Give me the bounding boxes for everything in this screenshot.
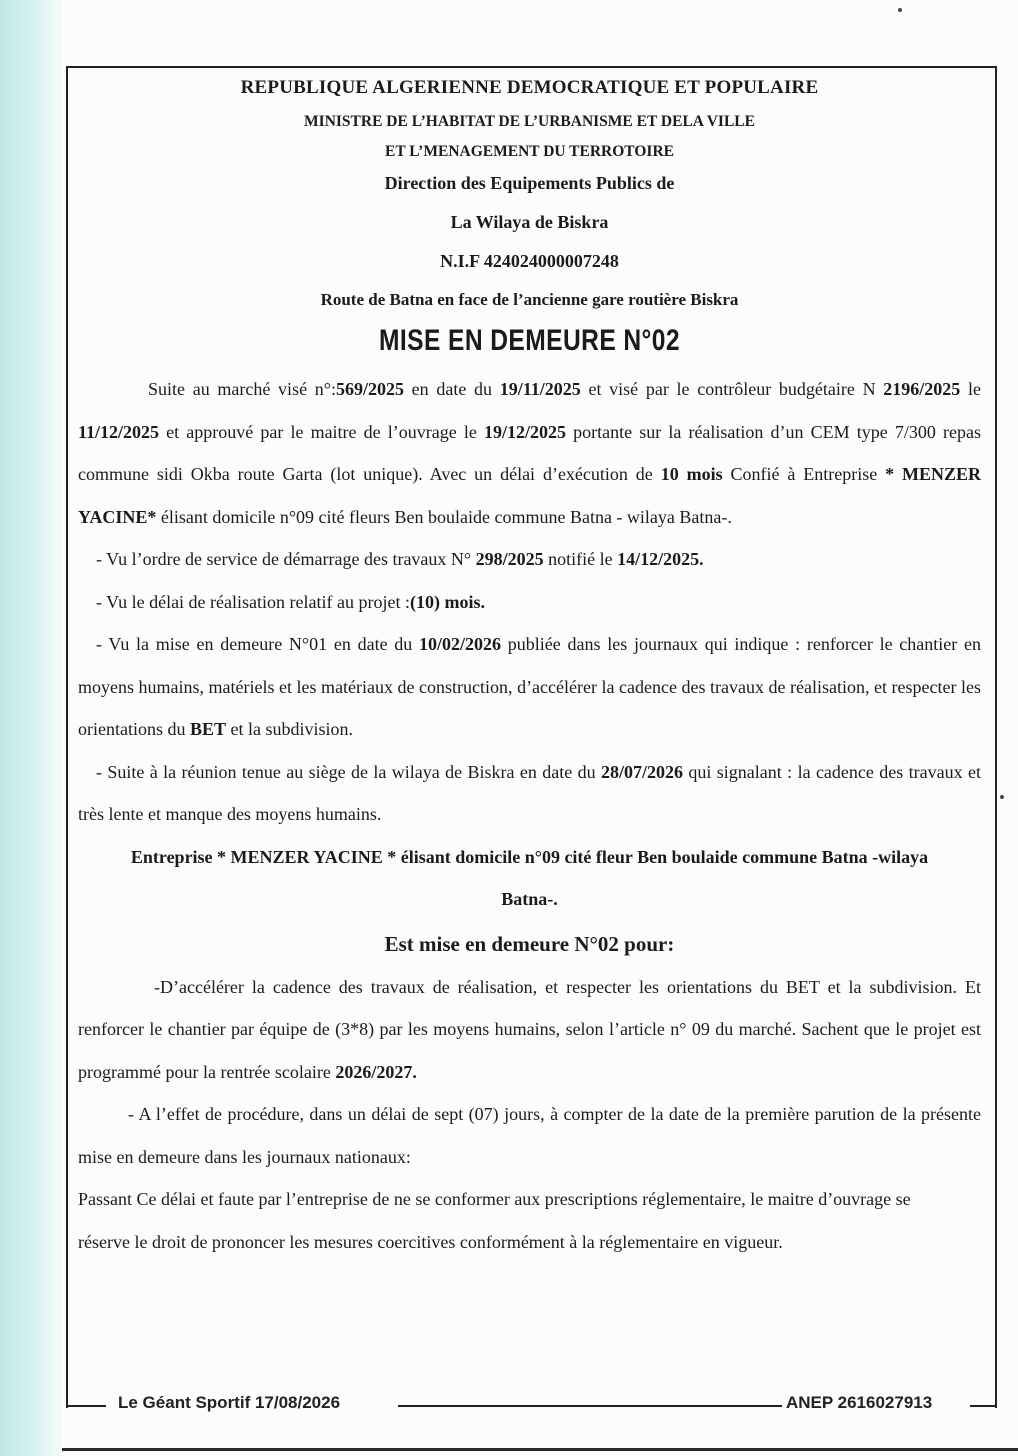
ministry-line-1: MINISTRE DE L’HABITAT DE L’URBANISME ET DELA VILLE [304,113,755,130]
footer-rule-left [66,1405,106,1407]
direction-line-1: Direction des Equipements Publics de [384,173,675,193]
scan-edge-tint [0,0,62,1456]
anep-reference: ANEP 2616027913 [782,1393,936,1413]
footer-rule-middle [398,1405,782,1407]
scan-speck [1000,795,1004,799]
vu-ordre-service: - Vu l’ordre de service de démarrage des travaux N° 298/2025 notifié le 14/12/2025. [96,549,704,569]
entreprise-line-2: Batna-. [501,888,558,909]
address-line: Route de Batna en face de l’ancienne gare routière Biskra [320,290,739,309]
passant-paragraph: Passant Ce délai et faute par l’entreprise de ne se conformer aux prescriptions réglementaire, le maitre d’ouvrage se réserve le droit de prononcer les mesures coercitives conformément à la réglementaire en vigueur. [78,1189,911,1252]
entreprise-line-1: Entreprise * MENZER YACINE * élisant domicile n°09 cité fleur Ben boulaide commune Batna -wilaya [130,846,929,867]
notice-title: MISE EN DEMEURE N°02 [378,324,680,357]
nif-number: N.I.F 424024000007248 [440,251,619,271]
intro-paragraph: Suite au marché visé n°:569/2025 en date du 19/11/2025 et visé par le contrôleur budgétaire N 2196/2025 le 11/12/2025 et approuvé par le maitre de l’ouvrage le 19/12/2025 portante sur la réalisation d’un CEM type 7/300 repas commune sidi Okba route Garta (lot unique). Avec un délai d’exécution de 10 mois Confié à Entreprise * MENZER YACINE* élisant domicile n°09 cité fleurs Ben boulaide commune Batna - wilaya Batna-. [78,379,982,527]
page-bottom-rule [62,1448,1018,1451]
notice-content [78,72,981,1263]
procedure-paragraph: - A l’effet de procédure, dans un délai de sept (07) jours, à compter de la date de la première parution de la présente mise en demeure dans les journaux nationaux: [78,1104,981,1167]
footer-rule-right [970,1405,995,1407]
scan-speck [898,8,902,12]
ministry-line-2: ET L’MENAGEMENT DU TERROTOIRE [385,143,674,160]
republic-heading: REPUBLIQUE ALGERIENNE DEMOCRATIQUE ET POPULAIRE [240,77,819,98]
vu-mise-en-demeure-01: - Vu la mise en demeure N°01 en date du 10/02/2026 publiée dans les journaux qui indique : renforcer le chantier en moyens humains, matériels et les matériaux de construction, d’accélérer la cadence des travaux de réalisation, et respecter les orientations du BET et la subdivision. [78,634,981,739]
accelerer-paragraph: -D’accélérer la cadence des travaux de réalisation, et respecter les orientations du BET et la subdivision. Et renforcer le chantier par équipe de (3*8) par les moyens humains, selon l’article n° 09 du marché. Sachent que le projet est programmé pour la rentrée scolaire 2026/2027. [78,976,981,1082]
newspaper-footer: Le Géant Sportif 17/08/2026 [114,1393,344,1413]
direction-line-2: La Wilaya de Biskra [450,212,609,232]
suite-reunion: - Suite à la réunion tenue au siège de la wilaya de Biskra en date du 28/07/2026 qui signalant : la cadence des travaux et très lente et manque des moyens humains. [78,761,982,824]
vu-delai: - Vu le délai de réalisation relatif au projet :(10) mois. [96,591,485,612]
est-mise-en-demeure-heading: Est mise en demeure N°02 pour: [384,931,675,956]
